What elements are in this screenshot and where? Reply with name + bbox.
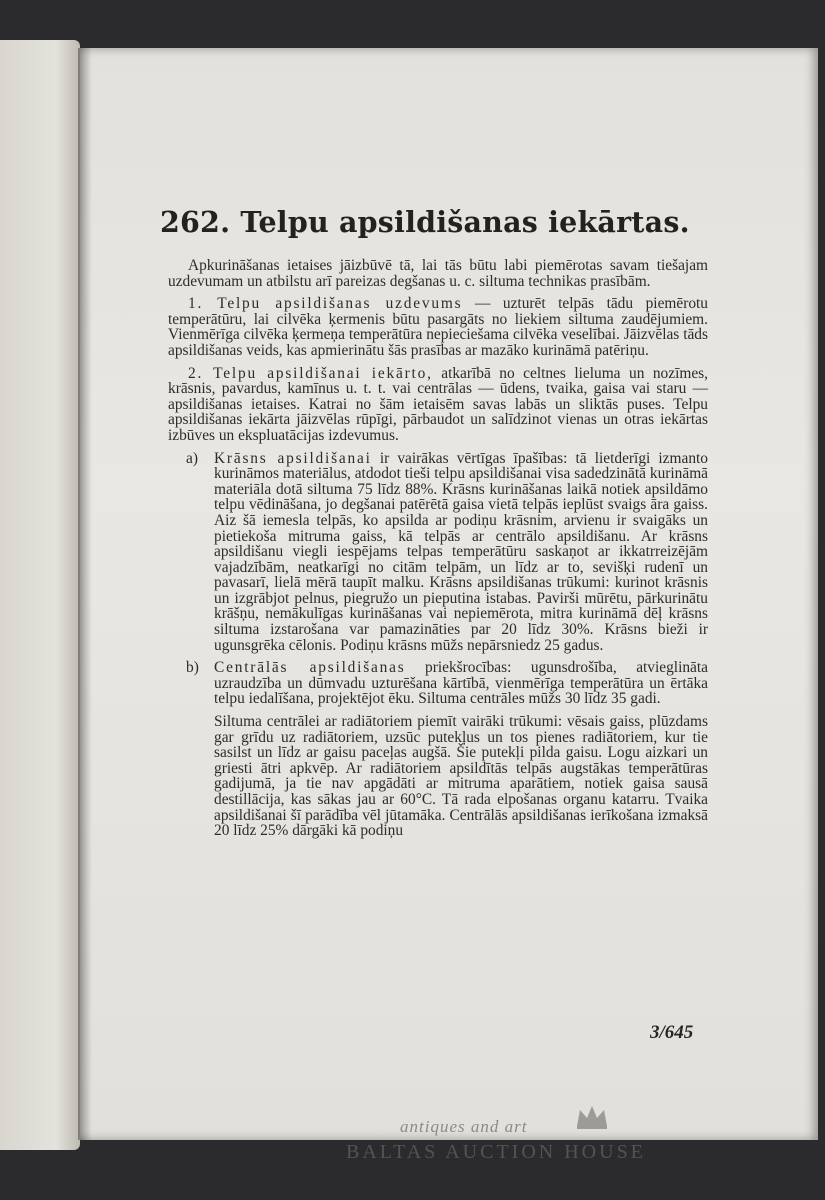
item-a-lead: Krāsns apsildišanai bbox=[214, 449, 372, 467]
page-reference: 3/645 bbox=[650, 1022, 694, 1043]
item-b-lead: Centrālās apsildišanas bbox=[214, 659, 406, 677]
item-a-label: a) bbox=[186, 449, 198, 467]
item-b-continuation: Siltuma centrālei ar radiātoriem piemīt vairāki trūkumi: vēsais gaiss, plūzdams gar grīdu uz radiātoriem, uzsūc putekļus un tos pienes radiātoriem, kur tie sasilst un līdz ar gaisu paceļas augšā. Šie putekļi pilda gaisu. Logu aizkari un griesti ātri apkvēp. Ar radiātoriem apsildītās telpās augstākas temperātūras gadijumā, ja tie nav apgādāti ar mitruma aparātiem, notiek gaisa sausā destillācija, kas sākas jau ar 60°C. Tā rada elpošanas organu katarru. Tvaika apsildišanai šī parādība vēl jūtamāka. Centrālās apsildišanas ierīkošana izmaksā 20 līdz 25% dārgāki kā podiņu bbox=[214, 713, 708, 840]
item-a-text: ir vairākas vērtīgas īpašības: tā lietderīgi izmanto kurināmos materiālus, atdodot tieši telpu apsildišanai visa sadedzinātā kurināmā materiāla dotā siltuma 75 līdz 88%. Krāsns kurināšanas laikā notiek apsildāmo telpu vēdināšana, jo degšanai patērētā gaisa vietā telpās ieplūst svaigs āra gaiss. Aiz šā iemesla telpās, ko apsilda ar podiņu krāsnim, arvienu ir svaigāks un pietiekoša mitruma gaiss, kā telpās ar centrālo apsildišanu. Ar krāsns apsildišanu viegli iespējams telpas temperātūru saskaņot ar ikkatrreizējām vajadzībām, neatkarīgi no citām telpām, un līdz ar to, sevišķi rudenī un pavasarī, lielā mērā taupīt malku. Krāsns apsildišanas trūkumi: kurinot krāsnis un izgrābjot pelnus, piegružo un pieputina istabas. Pavirši mūrētu, pārkurinātu krāšņu, nemākulīgas kurināšanas vai nepiemērota, mitra kurināmā dēļ krāsns siltuma izstarošana var pamazināties par 20 līdz 30%. Krāsns bieži ir ugunsgrēka cēlonis. Podiņu krāsns mūžs nepārsniedz 25 gadus. bbox=[214, 449, 708, 654]
paragraph-2-lead: 2. Telpu apsildišanai iekārto, bbox=[188, 364, 433, 382]
item-a bbox=[186, 449, 708, 654]
paragraph-1-lead: 1. Telpu apsildišanas uzdevums bbox=[188, 295, 463, 313]
paragraph-2-text: atkarībā no celtnes lieluma un nozīmes, krāsnis, pavardus, kamīnus u. t. t. vai centrālas — ūdens, tvaika, gaisa vai staru — apsildišanas ietaises. Katrai no šām ietaisēm savas labās un sliktās puses. Telpu apsildišanas iekārta jāizvēlas rūpīgi, pārbaudot un salīdzinot vienas un otras iekārtas izbūves un ekspluatācijas izdevumus. bbox=[168, 364, 708, 444]
page-gutter-shadow bbox=[78, 48, 92, 1140]
watermark-house-name: BALTAS AUCTION HOUSE bbox=[346, 1141, 646, 1163]
intro-paragraph: Apkurināšanas ietaises jāizbūvē tā, lai tās būtu labi piemērotas savam tiešajam uzdevumam un atbilstu arī pareizas degšanas u. c. siltuma technikas prasībām. bbox=[168, 257, 708, 290]
crown-icon bbox=[574, 1104, 610, 1130]
paragraph-1-text: — uzturēt telpās tādu piemērotu temperātūru, lai cilvēka ķermenis būtu pasargāts no liekiem siltuma zaudējumiem. Vienmērīga cilvēka ķermeņa temperātūra nepieciešama cilvēka veselībai. Jāizvēlas tāds apsildišanas veids, kas apmierinātu šās prasības ar mazāko kurināmā patēriņu. bbox=[168, 295, 708, 359]
watermark-text: antiques and art bbox=[400, 1117, 528, 1136]
item-b bbox=[186, 659, 708, 708]
paragraph-1 bbox=[168, 296, 708, 358]
paragraph-2 bbox=[168, 366, 708, 444]
left-page-edge bbox=[0, 40, 80, 1150]
section-heading: 262. Telpu apsildišanas iekārtas. bbox=[160, 205, 690, 239]
item-b-label: b) bbox=[186, 659, 199, 677]
item-b-text: priekšrocības: ugunsdrošība, atvieglināta uzraudzība un dūmvadu uzturēšana kārtībā, vienmērīga temperātūra un ērtāka telpu iedalīšana, projektējot ēku. Siltuma centrāles mūžs 30 līdz 35 gadi. bbox=[214, 659, 708, 708]
body-text bbox=[168, 258, 708, 846]
